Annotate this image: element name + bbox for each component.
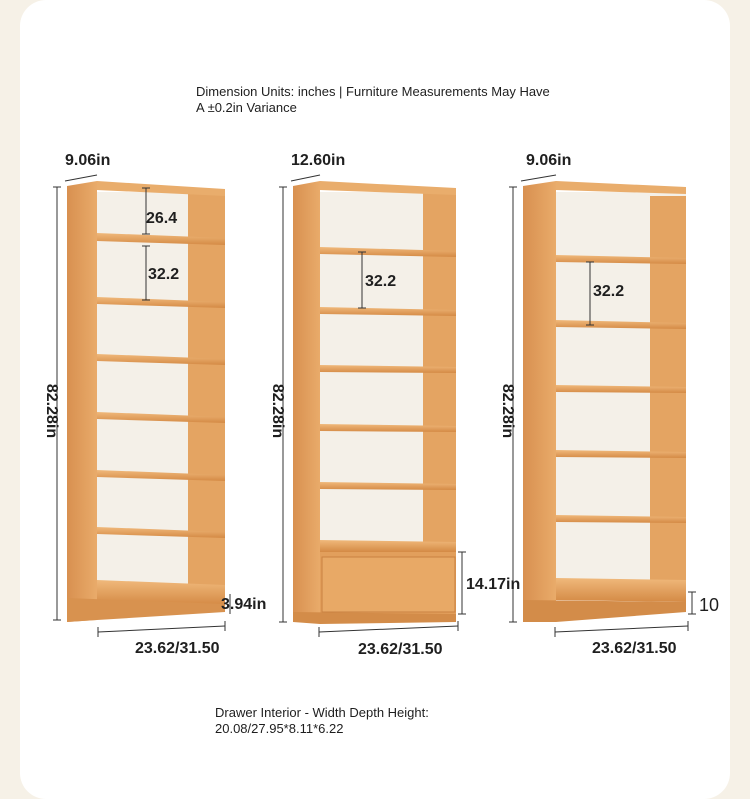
dimension-units-note: Dimension Units: inches | Furniture Measurements May Have A ±0.2in Variance xyxy=(196,84,550,115)
shelf-1-top-gap-label: 26.4 xyxy=(146,210,178,227)
shelf-3-gap-label: 32.2 xyxy=(593,283,625,300)
shelf-3-base-label: 10 xyxy=(699,595,720,615)
shelf-3-depth-label: 9.06in xyxy=(526,152,572,169)
shelf-2-depth-label: 12.60in xyxy=(291,152,346,169)
shelf-2-drawer-label: 14.17in xyxy=(466,576,521,593)
shelf-2-width-label: 23.62/31.50 xyxy=(358,641,443,658)
bookshelf-1 xyxy=(53,175,230,637)
shelf-1-base-label: 3.94in xyxy=(221,596,267,613)
shelf-2-gap-label: 32.2 xyxy=(365,273,397,290)
shelf-3-width-label: 23.62/31.50 xyxy=(592,640,677,657)
shelf-1-depth-label: 9.06in xyxy=(65,152,111,169)
bookshelf-3 xyxy=(509,175,696,637)
bookshelf-2 xyxy=(279,175,466,637)
shelf-1-width-label: 23.62/31.50 xyxy=(135,640,220,657)
shelf-2-height-label: 82.28in xyxy=(269,383,286,439)
drawer-interior-note: Drawer Interior - Width Depth Height: 20.08/27.95*8.11*6.22 xyxy=(215,705,429,736)
shelf-1-gap-label: 32.2 xyxy=(148,266,180,283)
shelf-3-height-label: 82.28in xyxy=(499,383,516,439)
shelf-1-height-label: 82.28in xyxy=(43,383,60,439)
